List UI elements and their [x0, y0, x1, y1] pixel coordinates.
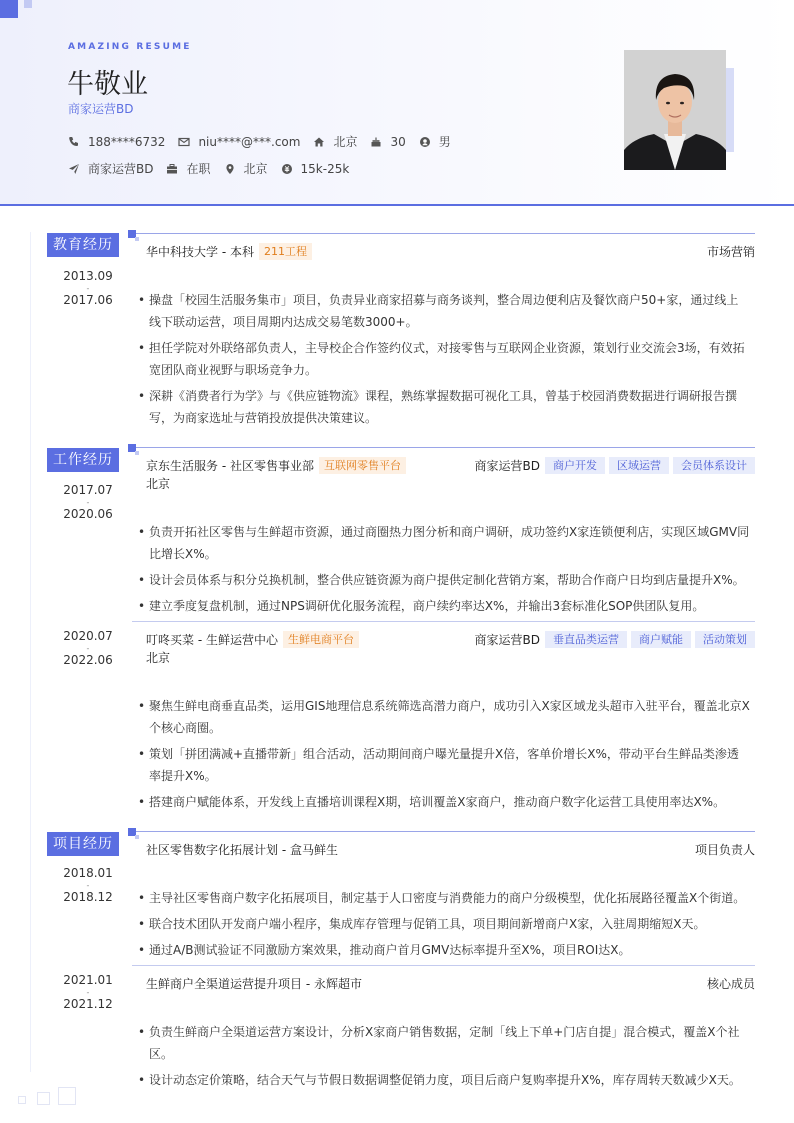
project-entry-header — [146, 973, 755, 993]
end-date: 2018.12 — [63, 890, 113, 904]
list-item: • 联合技术团队开发商户端小程序，集成库存管理与促销工具，项目期间新增商户X家，入驻周期缩短X天。 — [138, 913, 750, 935]
section-divider — [136, 447, 755, 448]
salary-range: 15k-25k — [300, 161, 350, 176]
entry-divider — [132, 621, 755, 622]
start-date: 2017.07 — [63, 483, 113, 497]
work-city: 北京 — [146, 477, 171, 491]
intent-city-item — [224, 160, 268, 177]
date-separator: - — [86, 988, 90, 997]
company-department: 叮咚买菜 - 生鲜运营中心 — [146, 632, 278, 647]
timeline-line — [30, 232, 31, 1072]
school-degree: 华中科技大学 - 本科 — [146, 244, 254, 259]
salary-item — [281, 162, 350, 176]
section-divider — [136, 831, 755, 832]
project-entry-header — [146, 839, 755, 859]
phone-item — [68, 135, 165, 149]
skill-tag: 商户赋能 — [631, 631, 691, 648]
date-separator: - — [86, 284, 90, 293]
work-city: 北京 — [146, 651, 171, 665]
age-value: 30 — [390, 134, 406, 149]
section-label-work: 工作经历 — [47, 448, 119, 472]
start-date: 2018.01 — [63, 866, 113, 880]
skill-tag: 垂直品类运营 — [545, 631, 627, 648]
email-item — [178, 135, 300, 149]
date-range — [58, 862, 118, 909]
residence-item — [313, 133, 357, 150]
skill-tag: 会员体系设计 — [673, 457, 755, 474]
list-item: • 策划「拼团满减+直播带新」组合活动，活动期间商户曝光量提升X倍，客单价增长X%，带动平台生鲜品类渗透率提升X%。 — [138, 743, 750, 787]
project-bullets — [138, 887, 750, 965]
list-item: • 负责开拓社区零售与生鲜超市资源，通过商圈热力图分析和商户调研，成功签约X家连锁便利店，实现区域GMV同比增长X%。 — [138, 521, 750, 565]
end-date: 2020.06 — [63, 507, 113, 521]
list-item: • 设计会员体系与积分兑换机制，整合供应链资源为商户提供定制化营销方案，帮助合作商户日均到店量提升X%。 — [138, 569, 750, 591]
date-range — [58, 479, 118, 526]
project-role: 项目负责人 — [694, 842, 755, 857]
start-date: 2021.01 — [63, 973, 113, 987]
send-icon — [68, 163, 80, 175]
end-date: 2022.06 — [63, 653, 113, 667]
residence-city: 北京 — [333, 135, 358, 149]
company-tag: 生鲜电商平台 — [283, 631, 359, 648]
start-date: 2013.09 — [63, 269, 113, 283]
job-status: 在职 — [186, 162, 211, 176]
intent-position: 商家运营BD — [88, 162, 154, 176]
email-address: niu****@***.com — [198, 134, 301, 149]
corner-decoration-small — [24, 0, 32, 8]
start-date: 2020.07 — [63, 629, 113, 643]
age-item — [370, 135, 405, 149]
company-tag: 互联网零售平台 — [319, 457, 406, 474]
date-separator: - — [86, 644, 90, 653]
intent-city: 北京 — [243, 162, 268, 176]
work-bullets — [138, 695, 750, 817]
list-item: • 通过A/B测试验证不同激励方案效果，推动商户首月GMV达标率提升至X%，项目ROI达X。 — [138, 939, 750, 961]
resume-header — [0, 0, 794, 206]
skill-tag: 活动策划 — [695, 631, 755, 648]
gender-icon — [419, 136, 431, 148]
entry-divider — [132, 965, 755, 966]
project-name: 社区零售数字化拓展计划 - 盒马鲜生 — [146, 842, 338, 857]
section-divider — [136, 233, 755, 234]
deco-square-large — [58, 1087, 76, 1105]
target-position: 商家运营BD — [68, 102, 134, 116]
end-date: 2021.12 — [63, 997, 113, 1011]
project-bullets — [138, 1021, 750, 1095]
list-item: • 聚焦生鲜电商垂直品类，运用GIS地理信息系统筛选高潜力商户，成功引入X家区域龙头超市入驻平台，覆盖北京X个核心商圈。 — [138, 695, 750, 739]
end-date: 2017.06 — [63, 293, 113, 307]
candidate-name: 牛敬业 — [67, 69, 148, 100]
list-item: • 负责生鲜商户全渠道运营方案设计，分析X家商户销售数据，定制「线上下单+门店自提」混合模式，覆盖X个社区。 — [138, 1021, 750, 1065]
phone-icon — [68, 136, 80, 148]
location-icon — [224, 163, 236, 175]
skill-tag: 区域运营 — [609, 457, 669, 474]
contact-info-row — [68, 133, 464, 150]
gender-value: 男 — [438, 135, 451, 149]
date-range — [58, 265, 118, 312]
section-label-projects: 项目经历 — [47, 832, 119, 856]
project-role: 核心成员 — [706, 976, 755, 991]
skill-tag: 商户开发 — [545, 457, 605, 474]
list-item: • 搭建商户赋能体系，开发线上直播培训课程X期，培训覆盖X家商户，推动商户数字化运营工具使用率达X%。 — [138, 791, 750, 813]
date-range — [58, 969, 118, 1016]
date-separator: - — [86, 498, 90, 507]
date-range — [58, 625, 118, 672]
section-marker — [128, 828, 136, 836]
avatar — [624, 50, 726, 170]
mail-icon — [178, 136, 190, 148]
job-role: 商家运营BD — [474, 458, 540, 473]
deco-square-medium — [37, 1092, 50, 1105]
deco-square-small — [18, 1096, 26, 1104]
section-label-education: 教育经历 — [47, 233, 119, 257]
education-entry-header — [146, 241, 755, 261]
job-status-item — [166, 160, 210, 177]
briefcase-icon — [166, 163, 178, 175]
list-item: • 建立季度复盘机制，通过NPS调研优化服务流程，商户续约率达X%，并输出3套标准化SOP供团队复用。 — [138, 595, 750, 617]
education-bullets — [138, 289, 750, 433]
resume-tagline: AMAZING RESUME — [68, 42, 192, 52]
work-bullets — [138, 521, 750, 621]
section-marker — [128, 444, 136, 452]
job-role: 商家运营BD — [474, 632, 540, 647]
section-marker — [128, 230, 136, 238]
project-name: 生鲜商户全渠道运营提升项目 - 永辉超市 — [146, 976, 362, 991]
avatar-photo — [624, 50, 726, 170]
work-entry-header — [146, 629, 755, 649]
intent-position-item — [68, 160, 153, 177]
list-item: • 主导社区零售商户数字化拓展项目，制定基于人口密度与消费能力的商户分级模型，优化拓展路径覆盖X个街道。 — [138, 887, 750, 909]
home-icon — [313, 136, 325, 148]
work-entry-header — [146, 455, 755, 475]
date-separator: - — [86, 881, 90, 890]
list-item: • 担任学院对外联络部负责人，主导校企合作签约仪式，对接零售与互联网企业资源，策划行业交流会3场，有效拓宽团队商业视野与职场竞争力。 — [138, 337, 750, 381]
list-item: • 深耕《消费者行为学》与《供应链物流》课程，熟练掌握数据可视化工具，曾基于校园消费数据进行调研报告撰写，为商家选址与营销投放提供决策建议。 — [138, 385, 750, 429]
gender-item — [419, 133, 451, 150]
phone-number: 188****6732 — [88, 134, 166, 149]
list-item: • 设计动态定价策略，结合天气与节假日数据调整促销力度，项目后商户复购率提升X%，库存周转天数减少X天。 — [138, 1069, 750, 1091]
list-item: • 操盘「校园生活服务集市」项目，负责异业商家招募与商务谈判，整合周边便利店及餐饮商户50+家，通过线上线下联动运营，项目周期内达成交易笔数3000+。 — [138, 289, 750, 333]
cake-icon — [370, 136, 382, 148]
company-department: 京东生活服务 - 社区零售事业部 — [146, 458, 314, 473]
salary-icon — [281, 163, 293, 175]
school-tag: 211工程 — [259, 243, 312, 260]
major: 市场营销 — [706, 244, 755, 259]
corner-decoration — [0, 0, 18, 18]
job-intent-row — [68, 160, 362, 177]
